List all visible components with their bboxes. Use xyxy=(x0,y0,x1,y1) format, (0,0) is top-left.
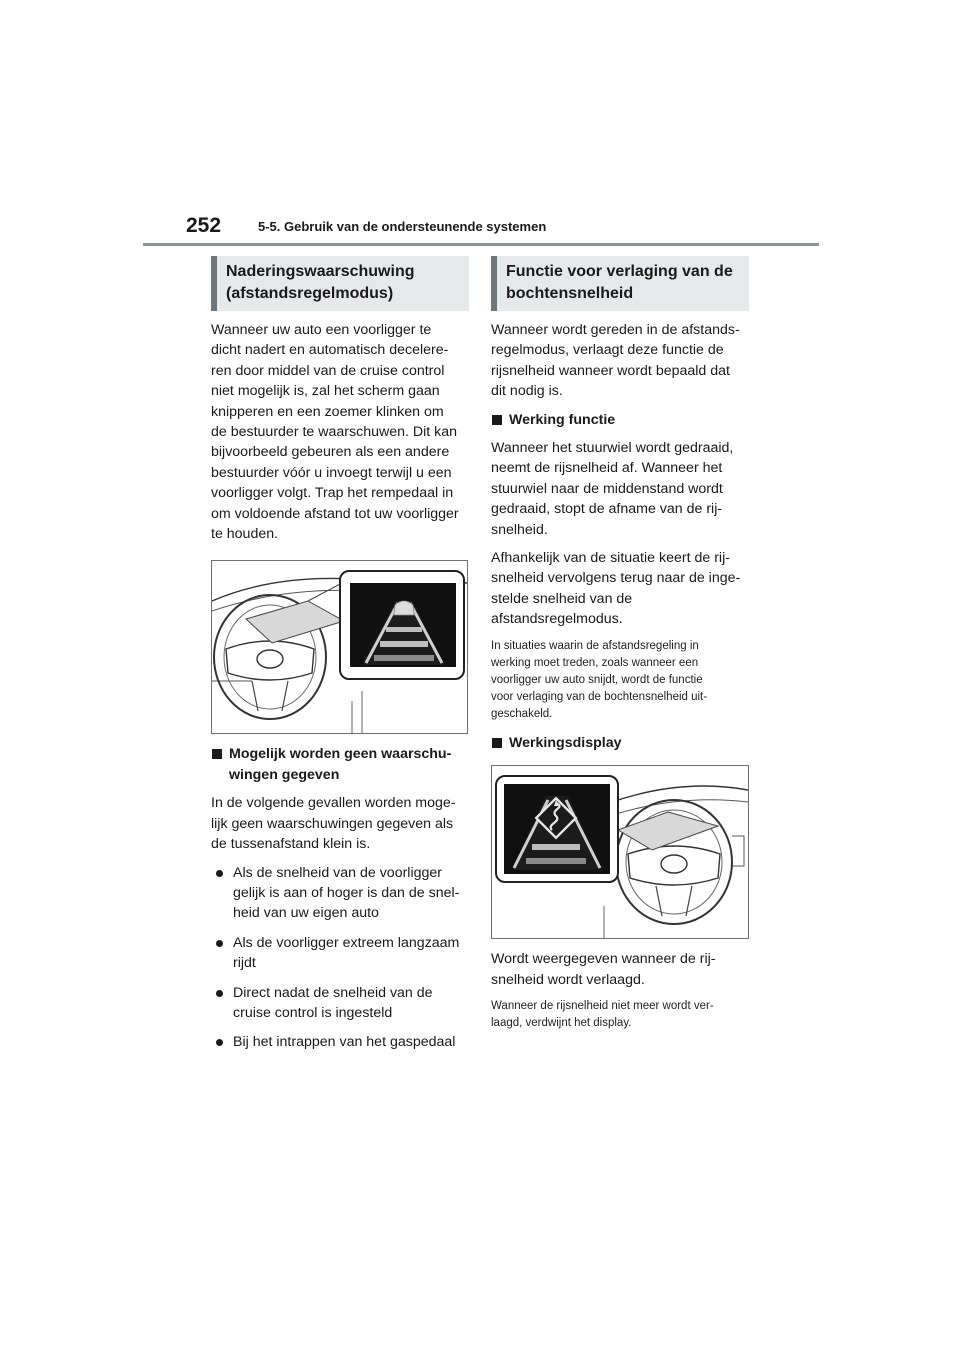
note-display-disappears: Wanneer de rijsnelheid niet meer wordt ver- laagd, verdwijnt het display. xyxy=(491,999,714,1029)
dashboard-curve-illustration xyxy=(492,766,748,938)
chapter-title: 5-5. Gebruik van de ondersteunende systemen xyxy=(258,219,547,234)
note-cancellation: In situaties waarin de afstandsregeling in werking moet treden, zoals wanneer een voorligger uw auto snijdt, wordt de functie voor verlaging van de bochtensnelheid uit- geschakeld. xyxy=(491,639,708,720)
display-description: Wordt weergegeven wanneer de rij- snelheid wordt verlaagd. xyxy=(491,951,716,988)
return-speed-paragraph: Afhankelijk van de situatie keert de rij- snelheid vervolgens terug naar de inge- stelde snelheid van de afstandsregelmodus. xyxy=(491,550,741,628)
dashboard-illustration xyxy=(212,561,467,733)
bullet-dot-icon xyxy=(216,1039,223,1046)
square-bullet-icon xyxy=(492,738,502,748)
subheading-no-warnings: Mogelijk worden geen waarschu- wingen gegeven xyxy=(211,744,469,785)
bullet-item: Als de voorligger extreem langzaam rijdt xyxy=(211,933,469,974)
function-operation-paragraph: Wanneer het stuurwiel wordt gedraaid, neemt de rijsnelheid af. Wanneer het stuurwiel naar de middenstand wordt gedraaid, stopt de afname van de rij- snelheid. xyxy=(491,440,734,538)
right-column xyxy=(491,256,749,1042)
page-number: 252 xyxy=(186,214,222,237)
bullet-dot-icon xyxy=(216,870,223,877)
subheading-operation-display: Werkingsdisplay xyxy=(491,733,749,753)
no-warnings-paragraph: In de volgende gevallen worden moge- lijk geen waarschuwingen gegeven als de tussenafstand klein is. xyxy=(211,795,456,853)
bullet-dot-icon xyxy=(216,940,223,947)
figure-curve-speed-display xyxy=(491,765,749,939)
bullet-item: Direct nadat de snelheid van de cruise control is ingesteld xyxy=(211,983,469,1024)
bullet-item: Bij het intrappen van het gaspedaal xyxy=(211,1032,469,1052)
left-column xyxy=(211,256,469,1062)
approach-warning-intro: Wanneer uw auto een voorligger te dicht nadert en automatisch decelere- ren door middel van de cruise control niet mogelijk is, zal het scherm gaan knipperen en een zoemer klinken om de bestuurder te waarschuwen. Dit kan bijvoorbeeld gebeuren als een andere bestuurder vóór u invoegt terwijl u een voorligger volgt. Trap het rempedaal in om voldoende afstand tot uw voorligger te houden. xyxy=(211,322,459,543)
bullet-item: Als de snelheid van de voorligger gelijk is aan of hoger is dan de snel- heid van uw eigen auto xyxy=(211,863,469,924)
bullet-dot-icon xyxy=(216,990,223,997)
header-rule xyxy=(143,243,819,246)
square-bullet-icon xyxy=(492,415,502,425)
section-title-curve-speed: Functie voor verlaging van de bochtensnelheid xyxy=(491,256,749,311)
curve-speed-intro: Wanneer wordt gereden in de afstands- regelmodus, verlaagt deze functie de rijsnelheid wanneer wordt bepaald dat dit nodig is. xyxy=(491,322,740,400)
figure-approach-warning xyxy=(211,560,468,734)
subheading-function-operation: Werking functie xyxy=(491,410,749,430)
section-title-approach-warning: Naderingswaarschuwing (afstandsregelmodus) xyxy=(211,256,469,311)
square-bullet-icon xyxy=(212,749,222,759)
